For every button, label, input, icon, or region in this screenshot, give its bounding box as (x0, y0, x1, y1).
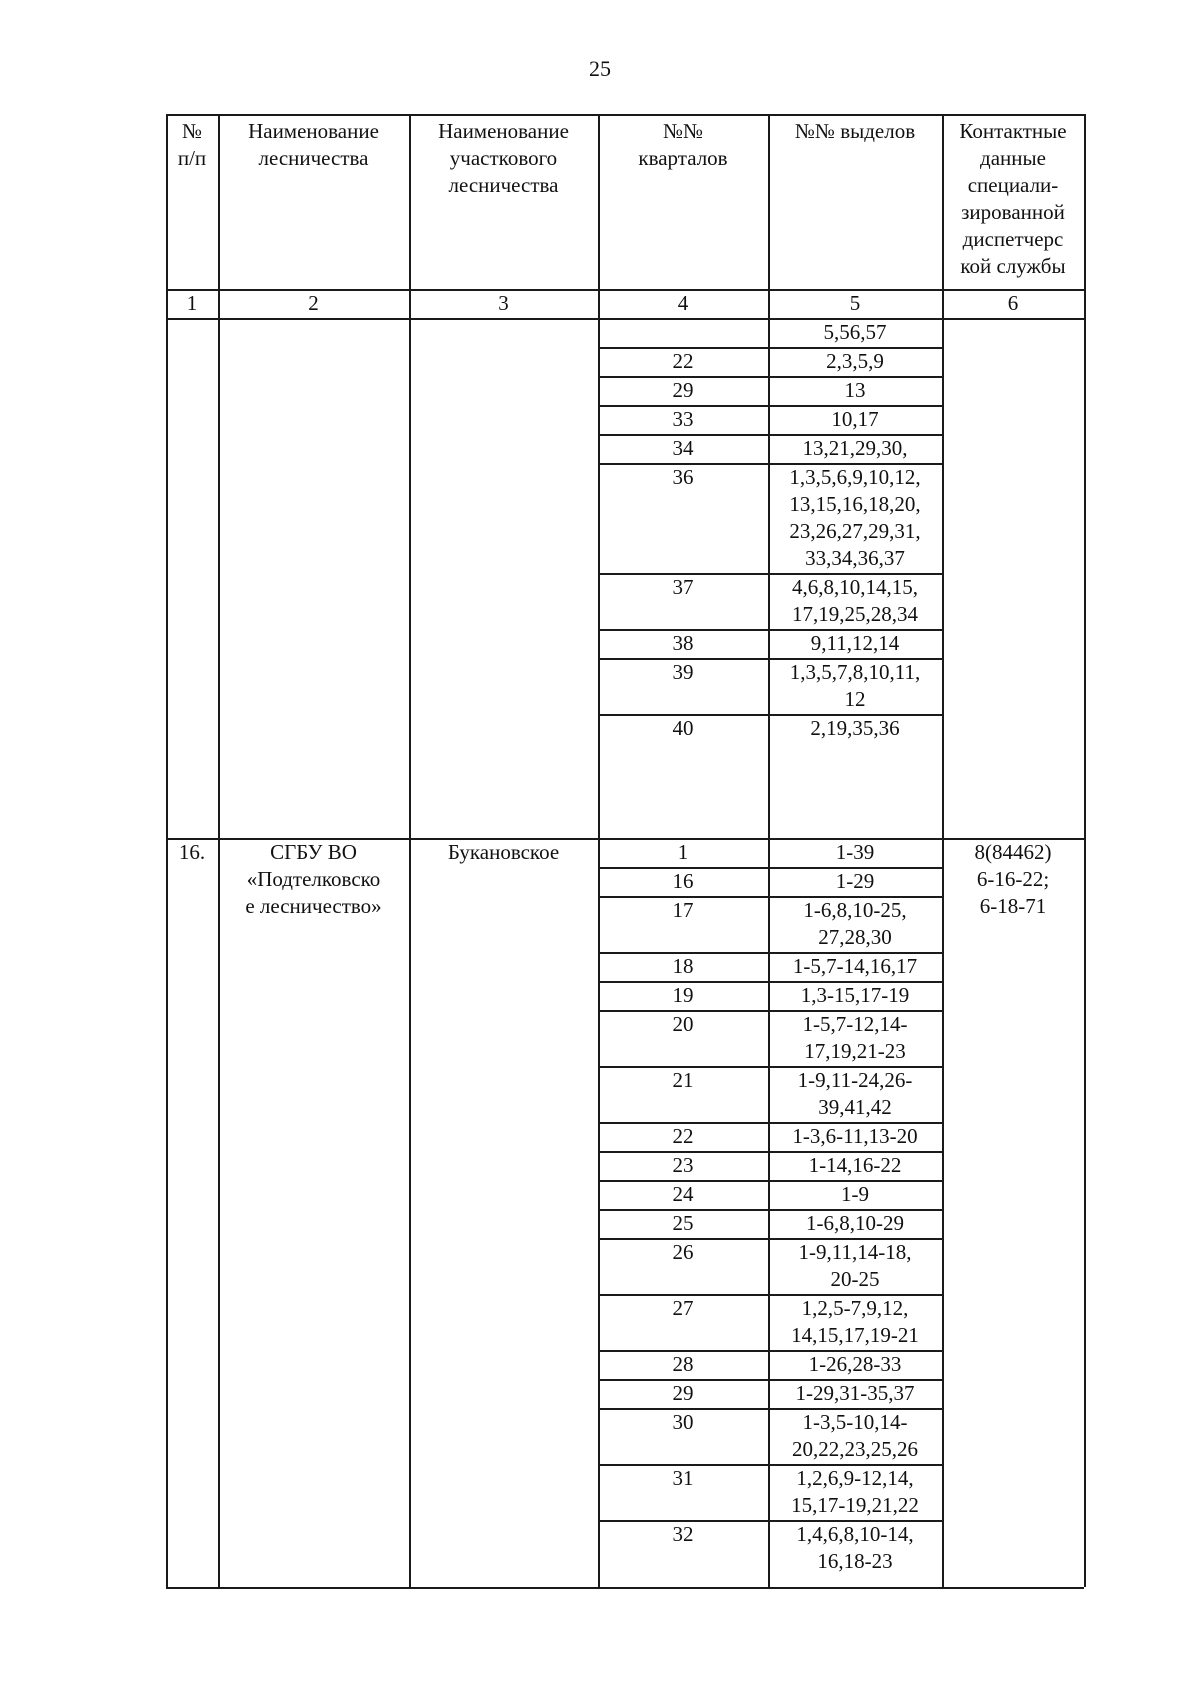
header-col-index: 6 (1007, 291, 1019, 315)
quarter-number: 1 (677, 840, 689, 864)
forestry-table (166, 114, 1084, 1587)
allotment-numbers: 1-39 (835, 840, 875, 864)
allotment-numbers: 1,3,5,7,8,10,11, 12 (789, 660, 921, 711)
quarter-number: 30 (672, 1410, 694, 1434)
quarter-number: 39 (672, 660, 694, 684)
quarter-number: 26 (672, 1240, 694, 1264)
header-col-district: Наименование участкового лесничества (438, 119, 569, 197)
header-col-index: 4 (677, 291, 689, 315)
column-line (218, 114, 220, 1587)
quarter-number: 31 (672, 1466, 694, 1490)
allotment-numbers: 1-9,11-24,26- 39,41,42 (797, 1068, 913, 1119)
allotment-numbers: 13 (844, 378, 866, 402)
forestry-name: СГБУ ВО «Подтелковско е лесничество» (245, 840, 382, 918)
header-col-index: 2 (308, 291, 319, 315)
allotment-numbers: 1-3,5-10,14- 20,22,23,25,26 (792, 1410, 918, 1461)
quarter-number: 32 (672, 1522, 694, 1546)
quarter-number: 21 (672, 1068, 694, 1092)
row-number: 16. (178, 840, 206, 864)
quarter-number: 36 (672, 465, 694, 489)
dispatch-contacts: 8(84462) 6-16-22; 6-18-71 (974, 840, 1052, 918)
allotment-numbers: 9,11,12,14 (810, 631, 900, 655)
allotment-numbers: 1-5,7-14,16,17 (792, 954, 918, 978)
quarter-number: 18 (672, 954, 694, 978)
quarter-number: 25 (672, 1211, 694, 1235)
quarter-number: 16 (672, 869, 694, 893)
header-col-index: 1 (186, 291, 198, 315)
allotment-numbers: 1,2,5-7,9,12, 14,15,17,19-21 (791, 1296, 919, 1347)
allotment-numbers: 1,3-15,17-19 (800, 983, 910, 1007)
allotment-numbers: 10,17 (831, 407, 879, 431)
quarter-number: 38 (672, 631, 694, 655)
quarter-number: 22 (672, 349, 694, 373)
allotment-numbers: 1-5,7-12,14- 17,19,21-23 (802, 1012, 908, 1063)
quarter-number: 33 (672, 407, 694, 431)
table-bottom-line (166, 1587, 1084, 1589)
quarter-number: 23 (672, 1153, 694, 1177)
allotment-numbers: 2,19,35,36 (810, 716, 900, 740)
header-col-index: 5 (849, 291, 861, 315)
allotment-numbers: 2,3,5,9 (826, 349, 884, 373)
quarter-number: 28 (672, 1352, 694, 1376)
quarter-number: 19 (672, 983, 694, 1007)
header-col-index: 3 (498, 291, 509, 315)
allotment-numbers: 1-29,31-35,37 (795, 1381, 915, 1405)
district-name: Букановское (447, 840, 560, 864)
quarter-number: 29 (672, 378, 694, 402)
header-top-line (166, 114, 1084, 116)
number-row-bottom-line (166, 318, 1084, 320)
quarter-number: 40 (672, 716, 694, 740)
allotment-numbers: 13,21,29,30, (802, 436, 908, 460)
header-col-contacts: Контактные данные специали- зированной диспетчерс кой службы (959, 119, 1067, 278)
allotment-numbers: 1,2,6,9-12,14, 15,17-19,21,22 (791, 1466, 919, 1517)
quarter-number: 17 (672, 898, 694, 922)
allotment-numbers: 1,3,5,6,9,10,12, 13,15,16,18,20, 23,26,27,29,31, 33,34,36,37 (789, 465, 921, 570)
allotment-numbers: 1-3,6-11,13-20 (792, 1124, 918, 1148)
allotment-numbers: 1-9 (841, 1182, 869, 1206)
header-col-number: № п/п (177, 119, 207, 170)
quarter-number: 20 (672, 1012, 694, 1036)
header-col-allotments: №№ выделов (794, 119, 916, 143)
column-line (1084, 114, 1086, 1587)
quarter-number: 29 (672, 1381, 694, 1405)
page-number: 25 (589, 56, 611, 81)
allotment-numbers: 1-6,8,10-25, 27,28,30 (803, 898, 907, 949)
allotment-numbers: 4,6,8,10,14,15, 17,19,25,28,34 (792, 575, 918, 626)
allotment-numbers: 1-14,16-22 (808, 1153, 902, 1177)
allotment-numbers: 1-9,11,14-18, 20-25 (798, 1240, 912, 1291)
allotment-numbers: 1-6,8,10-29 (806, 1211, 904, 1235)
allotment-numbers: 5,56,57 (823, 320, 887, 344)
quarter-number: 37 (672, 575, 694, 599)
quarter-number: 22 (672, 1124, 694, 1148)
quarter-number: 34 (672, 436, 694, 460)
allotment-numbers: 1-29 (835, 869, 875, 893)
allotment-numbers: 1,4,6,8,10-14, 16,18-23 (796, 1522, 914, 1573)
allotment-numbers: 1-26,28-33 (808, 1352, 902, 1376)
header-col-forestry: Наименование лесничества (248, 119, 379, 170)
quarter-number: 27 (672, 1296, 694, 1320)
header-col-quarters: №№ кварталов (638, 119, 728, 170)
quarter-number: 24 (672, 1182, 694, 1206)
